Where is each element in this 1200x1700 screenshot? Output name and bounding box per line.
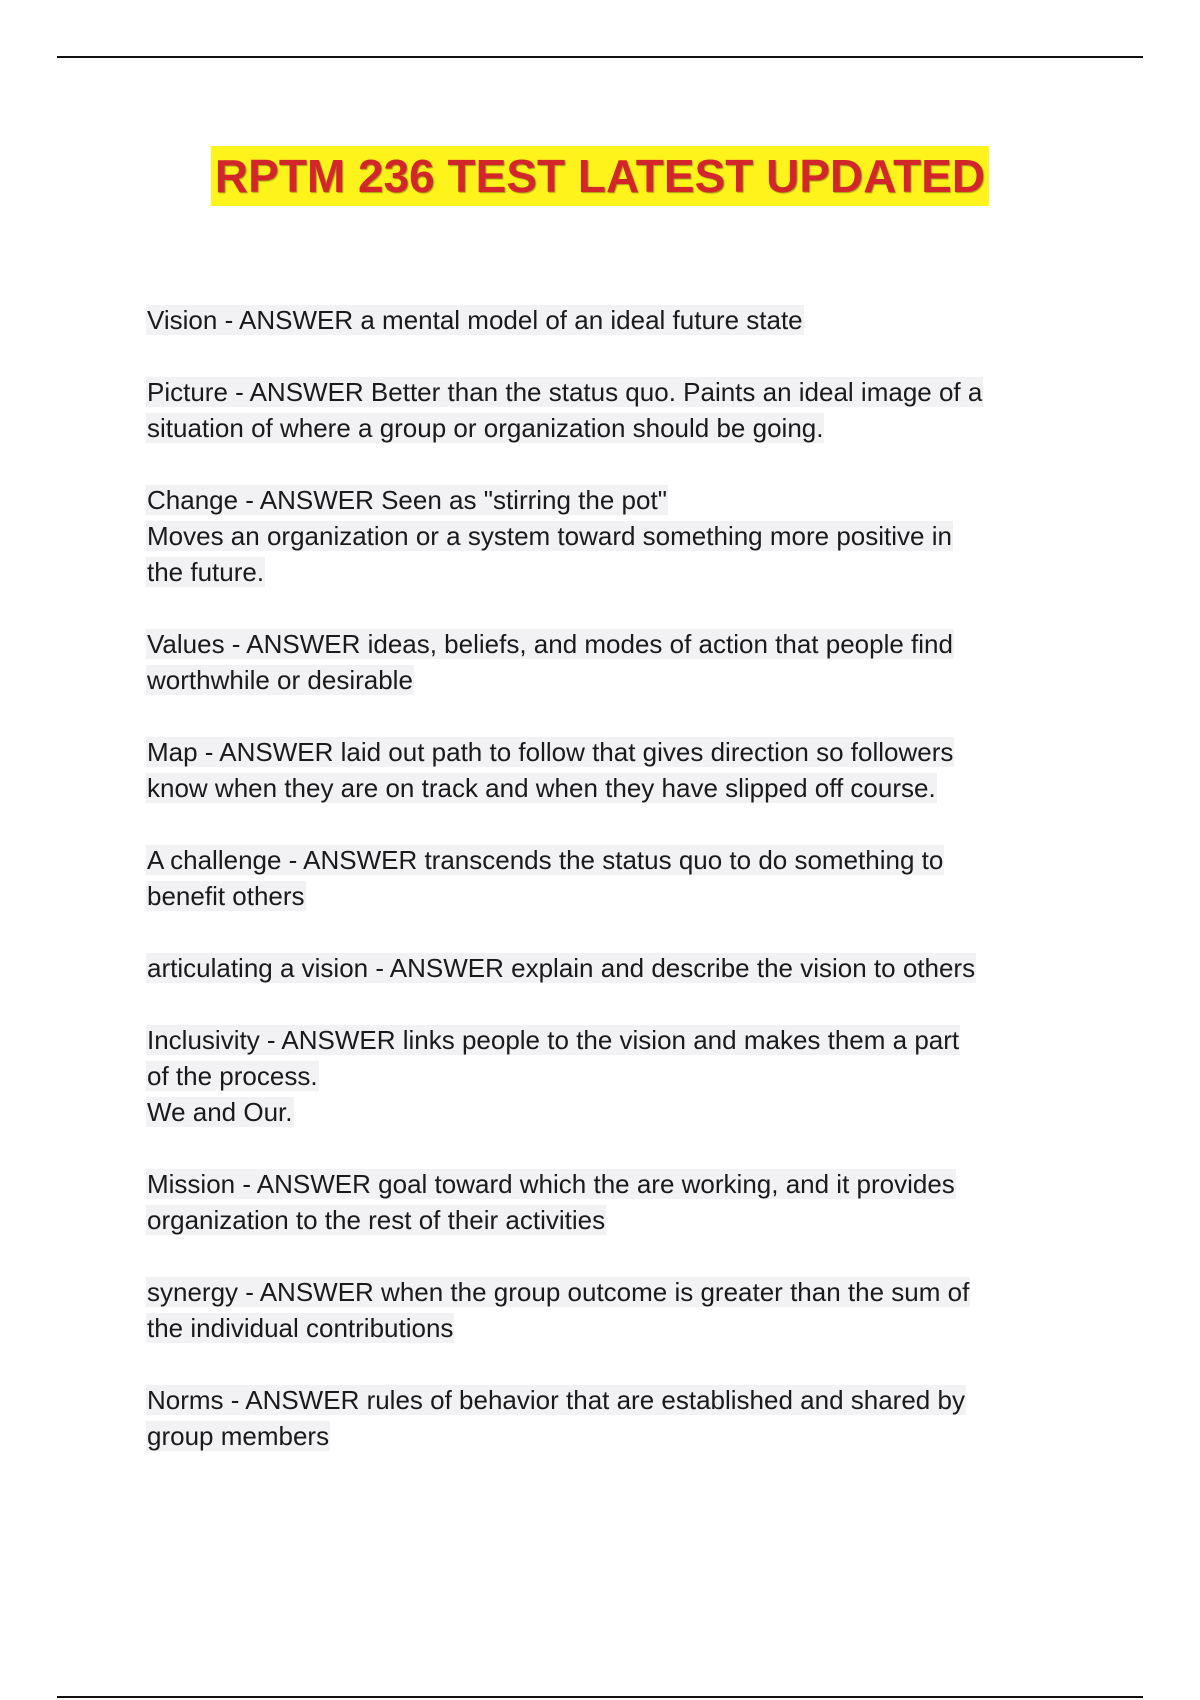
top-rule	[57, 56, 1143, 58]
qa-line: worthwhile or desirable	[147, 665, 413, 695]
qa-list	[146, 302, 1086, 1490]
qa-line: benefit others	[147, 881, 305, 911]
qa-entry	[146, 302, 1086, 338]
qa-line: Vision - ANSWER a mental model of an ideal future state	[147, 305, 803, 335]
qa-line: situation of where a group or organization should be going.	[147, 413, 824, 443]
bottom-rule	[57, 1696, 1143, 1698]
qa-entry	[146, 626, 1086, 698]
qa-line: Values - ANSWER ideas, beliefs, and modes of action that people find	[147, 629, 953, 659]
qa-entry	[146, 950, 1086, 986]
qa-line: organization to the rest of their activities	[147, 1205, 606, 1235]
qa-line: A challenge - ANSWER transcends the status quo to do something to	[147, 845, 944, 875]
qa-line: synergy - ANSWER when the group outcome is greater than the sum of	[147, 1277, 970, 1307]
qa-line: the individual contributions	[147, 1313, 454, 1343]
qa-entry	[146, 734, 1086, 806]
qa-entry	[146, 482, 1086, 590]
qa-entry	[146, 1382, 1086, 1454]
qa-line: Change - ANSWER Seen as "stirring the pot"	[147, 485, 667, 515]
qa-line: of the process.	[147, 1061, 318, 1091]
qa-entry	[146, 1022, 1086, 1130]
qa-line: the future.	[147, 557, 265, 587]
qa-line: Mission - ANSWER goal toward which the are working, and it provides	[147, 1169, 955, 1199]
qa-line: group members	[147, 1421, 330, 1451]
qa-entry	[146, 1166, 1086, 1238]
qa-entry	[146, 1274, 1086, 1346]
qa-line: Moves an organization or a system toward something more positive in	[147, 521, 952, 551]
qa-line: We and Our.	[147, 1097, 293, 1127]
qa-line: Norms - ANSWER rules of behavior that are established and shared by	[147, 1385, 965, 1415]
qa-entry	[146, 842, 1086, 914]
qa-line: Map - ANSWER laid out path to follow that gives direction so followers	[147, 737, 954, 767]
qa-line: articulating a vision - ANSWER explain and describe the vision to others	[147, 953, 976, 983]
qa-line: Inclusivity - ANSWER links people to the vision and makes them a part	[147, 1025, 960, 1055]
document-title: RPTM 236 TEST LATEST UPDATED	[211, 146, 989, 206]
qa-line: Picture - ANSWER Better than the status quo. Paints an ideal image of a	[147, 377, 983, 407]
title-container	[0, 146, 1200, 206]
qa-line: know when they are on track and when they have slipped off course.	[147, 773, 936, 803]
qa-entry	[146, 374, 1086, 446]
